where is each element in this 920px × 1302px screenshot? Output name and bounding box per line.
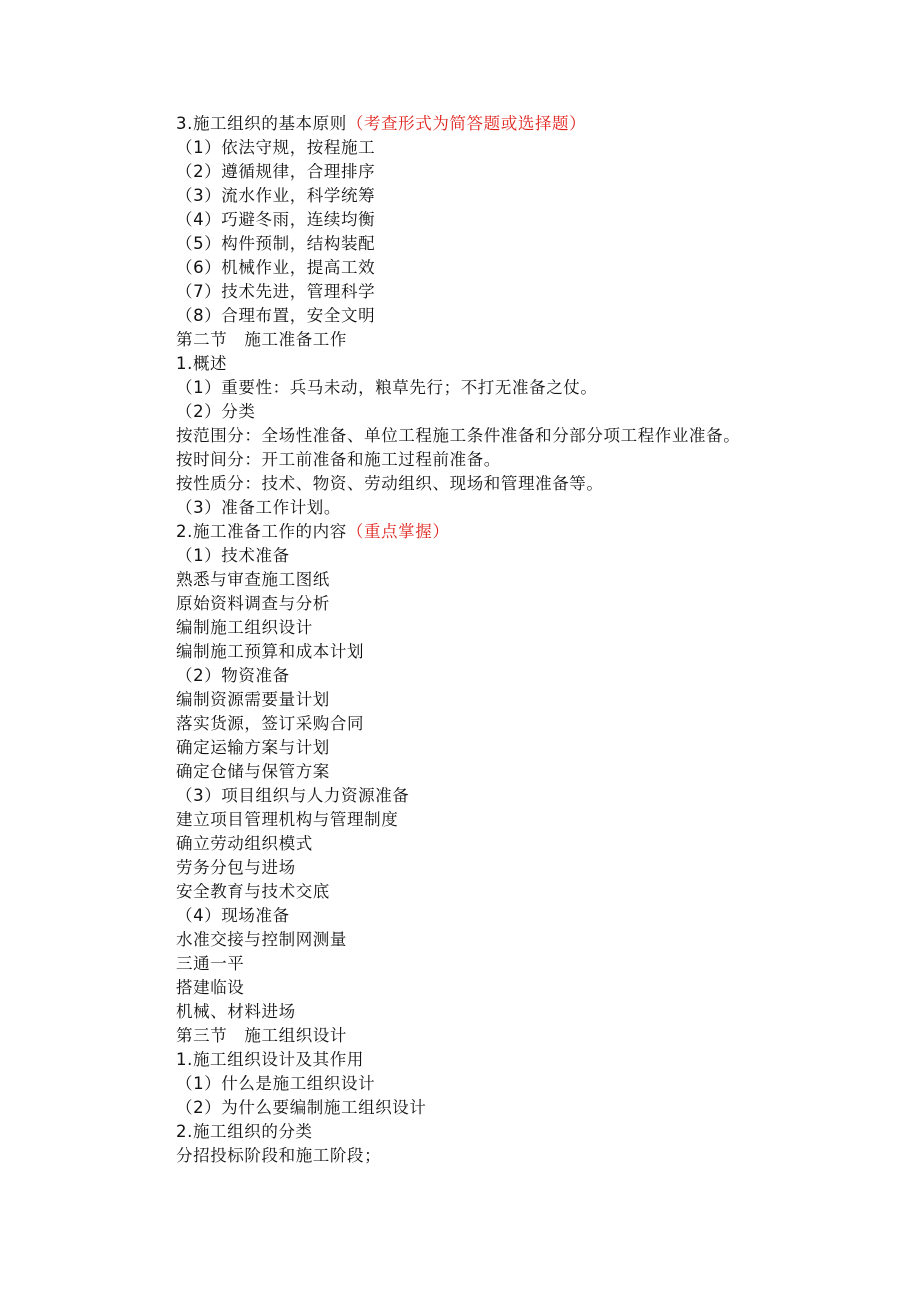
- list-item: （5）构件预制，结构装配: [176, 234, 376, 253]
- list-item: （4）现场准备: [176, 906, 290, 925]
- paragraph: 熟悉与审查施工图纸: [176, 570, 330, 589]
- subsection-heading: 2.施工组织的分类: [176, 1122, 313, 1141]
- list-item: （7）技术先进，管理科学: [176, 282, 376, 301]
- list-item: （1）重要性：兵马未动，粮草先行；不打无准备之仗。: [176, 378, 598, 397]
- paragraph: 按范围分：全场性准备、单位工程施工条件准备和分部分项工程作业准备。: [176, 426, 741, 445]
- paragraph: 按时间分：开工前准备和施工过程前准备。: [176, 450, 501, 469]
- paragraph: 落实货源，签订采购合同: [176, 714, 365, 733]
- list-item: （1）什么是施工组织设计: [176, 1074, 376, 1093]
- subsection-heading: 1.施工组织设计及其作用: [176, 1050, 364, 1069]
- paragraph: 编制施工组织设计: [176, 618, 313, 637]
- paragraph: 编制施工预算和成本计划: [176, 642, 365, 661]
- paragraph: 安全教育与技术交底: [176, 882, 330, 901]
- paragraph: 确定仓储与保管方案: [176, 762, 330, 781]
- list-item: （3）准备工作计划。: [176, 498, 341, 517]
- paragraph: 建立项目管理机构与管理制度: [176, 810, 399, 829]
- paragraph: 机械、材料进场: [176, 1002, 296, 1021]
- subsection-heading: 1.概述: [176, 354, 228, 373]
- key-point-note: （重点掌握）: [346, 522, 450, 541]
- list-item: （1）技术准备: [176, 546, 290, 565]
- list-item: （4）巧避冬雨，连续均衡: [176, 210, 376, 229]
- paragraph: 确定运输方案与计划: [176, 738, 330, 757]
- list-item: （8）合理布置，安全文明: [176, 306, 376, 325]
- section-title: 第三节 施工组织设计: [176, 1026, 347, 1045]
- list-item: （2）为什么要编制施工组织设计: [176, 1098, 427, 1117]
- list-item: （2）遵循规律，合理排序: [176, 162, 376, 181]
- heading-text: 2.施工准备工作的内容: [176, 522, 347, 541]
- list-item: （1）依法守规，按程施工: [176, 138, 376, 157]
- paragraph: 劳务分包与进场: [176, 858, 296, 877]
- paragraph: 编制资源需要量计划: [176, 690, 330, 709]
- paragraph: 水准交接与控制网测量: [176, 930, 347, 949]
- list-item: （3）项目组织与人力资源准备: [176, 786, 410, 805]
- exam-note: （考查形式为简答题或选择题）: [346, 114, 587, 133]
- list-item: （2）分类: [176, 402, 256, 421]
- paragraph: 原始资料调查与分析: [176, 594, 330, 613]
- paragraph: 确立劳动组织模式: [176, 834, 313, 853]
- document-body: [176, 112, 836, 1168]
- paragraph: 搭建临设: [176, 978, 245, 997]
- list-item: （2）物资准备: [176, 666, 290, 685]
- heading-text: 3.施工组织的基本原则: [176, 114, 347, 133]
- paragraph: 分招投标阶段和施工阶段；: [176, 1146, 382, 1165]
- section-heading-principles: [176, 112, 836, 136]
- list-item: （3）流水作业，科学统筹: [176, 186, 376, 205]
- subsection-heading-content: [176, 520, 836, 544]
- paragraph: 三通一平: [176, 954, 245, 973]
- section-title: 第二节 施工准备工作: [176, 330, 347, 349]
- list-item: （6）机械作业，提高工效: [176, 258, 376, 277]
- paragraph: 按性质分：技术、物资、劳动组织、现场和管理准备等。: [176, 474, 604, 493]
